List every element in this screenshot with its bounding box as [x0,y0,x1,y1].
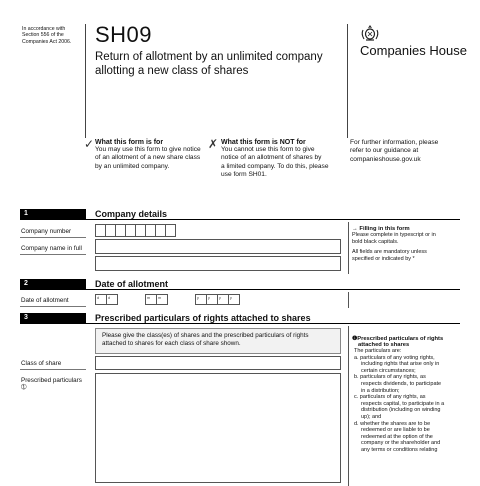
header-divider-right [347,24,348,138]
company-name-input-1[interactable] [95,239,341,254]
authority-name: Companies House [360,43,467,58]
section-3-rule [86,323,460,324]
cross-icon: ✗ [208,137,219,151]
section-3-instructions: Please give the class(es) of shares and the prescribed particulars of rights attached to shares for each class of share shown. [95,328,341,354]
info-marker-icon: ❶ [352,336,358,342]
class-of-share-label: Class of share [21,360,62,367]
company-number-label: Company number [21,228,72,235]
section-3-title: Prescribed particulars of rights attached to shares [95,313,311,323]
header-divider-left [85,24,86,138]
form-code: SH09 [95,22,153,47]
section-2-number: 2 [20,279,86,290]
section-2-title: Date of allotment [95,279,169,289]
note-marker-icon: ➀ [21,384,27,391]
particulars-guidance: ❶Prescribed particulars of rights attached to shares The particulars are: a. particulars of any voting rights, including rights that arise only in certain circumstances; b. particulars of any rights, as respects dividends, to participate in a distribution; c. particulars of any rights, as respects capital, to participate in a distribution (including on winding up); and d. whether the shares are to be redeemed or are liable to be redeemed at the option of the company or the shareholder and any terms or conditions relating [352,336,445,453]
prescribed-particulars-label: Prescribed particulars ➀ [21,377,82,391]
date-month-input[interactable]: m m [145,294,167,305]
date-of-allotment-label: Date of allotment [21,297,69,304]
section-1-title: Company details [95,209,168,219]
legal-reference: In accordance with Section 556 of the Companies Act 2006. [22,26,72,45]
company-name-label: Company name in full [21,245,82,252]
class-of-share-input[interactable] [95,356,341,370]
section-1-rule [86,219,460,220]
company-number-input[interactable] [95,224,175,237]
section-1-number: 1 [20,209,86,220]
section-2-rule [86,289,460,290]
prescribed-particulars-input[interactable] [95,373,341,483]
date-day-input[interactable]: d d [95,294,117,305]
date-year-input[interactable]: y y y y [195,294,239,305]
form-title: Return of allotment by an unlimited company allotting a new class of shares [95,51,323,77]
info-for: What this form is for You may use this form to give notice of an allotment of a new share class by an unlimited company. [95,139,201,170]
section-3-number: 3 [20,313,86,324]
tick-icon: ✓ [84,137,95,151]
company-name-input-2[interactable] [95,256,341,271]
info-not-for: What this form is NOT for You cannot use this form to give notice of an allotment of shares by a limited company. To do this, please use form SH01. [221,139,329,179]
info-further: For further information, please refer to our guidance at companieshouse.gov.uk [350,139,439,163]
filling-guidance: → Filling in this form Please complete in typescript or in bold black capitals. All fields are mandatory unless specified or indicated by * [352,226,436,262]
